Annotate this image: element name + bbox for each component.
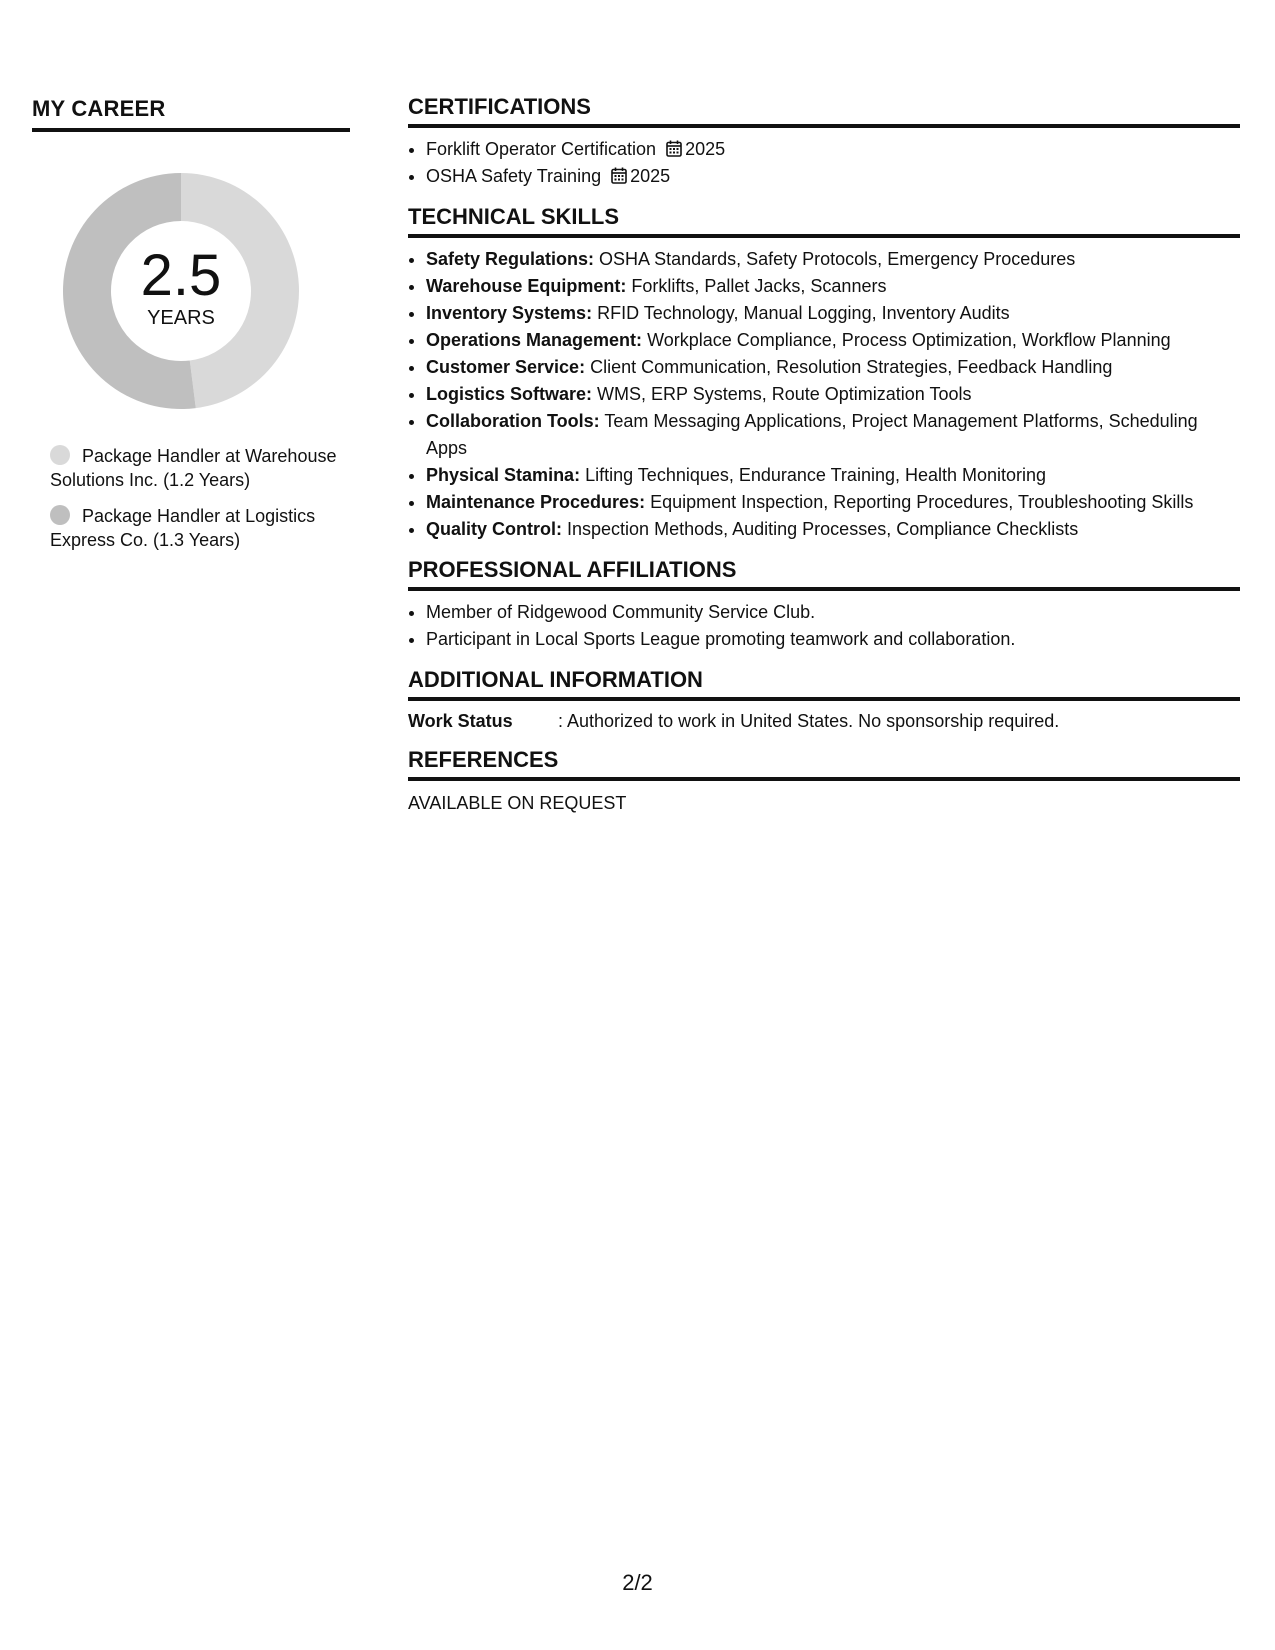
skill-label: Customer Service: — [426, 357, 586, 377]
calendar-icon — [611, 167, 627, 184]
legend-label-job-1: Package Handler at Warehouse Solutions Inc. (1.2 Years) — [50, 446, 337, 490]
skill-value: Forklifts, Pallet Jacks, Scanners — [631, 276, 887, 296]
total-years-unit: YEARS — [147, 307, 215, 329]
legend-dot-job-1 — [50, 445, 70, 465]
skill-label: Maintenance Procedures: — [426, 492, 646, 512]
skill-label: Inventory Systems: — [426, 303, 593, 323]
skill-label: Logistics Software: — [426, 384, 593, 404]
skill-value: Inspection Methods, Auditing Processes, Compliance Checklists — [567, 519, 1079, 539]
certifications-section — [408, 94, 1240, 190]
technical-skills-list — [408, 246, 1240, 543]
legend-dot-job-2 — [50, 505, 70, 525]
additional-info-title: ADDITIONAL INFORMATION — [408, 667, 1240, 701]
skill-value: WMS, ERP Systems, Route Optimization Tools — [597, 384, 972, 404]
certification-year: 2025 — [685, 139, 726, 159]
affiliations-section — [408, 557, 1240, 653]
total-years-value: 2.5 — [140, 243, 222, 308]
skill-label: Operations Management: — [426, 330, 643, 350]
career-sidebar — [32, 96, 350, 564]
skill-item — [426, 489, 1240, 516]
work-status-label: Work Status — [408, 711, 513, 731]
technical-skills-section — [408, 204, 1240, 543]
skill-label: Safety Regulations: — [426, 249, 595, 269]
skill-item — [426, 408, 1240, 462]
work-status-value: : Authorized to work in United States. No sponsorship required. — [558, 711, 1060, 731]
technical-skills-title: TECHNICAL SKILLS — [408, 204, 1240, 238]
skill-item — [426, 273, 1240, 300]
page-number: 2/2 — [622, 1570, 653, 1595]
skill-item — [426, 327, 1240, 354]
certifications-title: CERTIFICATIONS — [408, 94, 1240, 128]
certification-name: OSHA Safety Training — [426, 166, 602, 186]
skill-value: Team Messaging Applications, Project Management Platforms, Scheduling Apps — [426, 411, 1198, 458]
skill-value: Workplace Compliance, Process Optimization, Workflow Planning — [647, 330, 1171, 350]
affiliation-item: • Member of Ridgewood Community Service Club. — [426, 599, 1240, 626]
career-donut-chart — [56, 166, 306, 416]
donut-center — [56, 166, 306, 416]
skill-label: Collaboration Tools: — [426, 411, 600, 431]
calendar-icon — [666, 140, 682, 157]
certification-name: Forklift Operator Certification — [426, 139, 657, 159]
skill-value: Client Communication, Resolution Strategies, Feedback Handling — [590, 357, 1113, 377]
certification-item — [426, 136, 1240, 163]
skill-item — [426, 462, 1240, 489]
career-legend — [50, 444, 340, 552]
skill-item — [426, 516, 1240, 543]
career-title: MY CAREER — [32, 96, 350, 132]
certification-date — [611, 166, 670, 186]
skill-item — [426, 381, 1240, 408]
skill-value: RFID Technology, Manual Logging, Inventory Audits — [597, 303, 1010, 323]
skill-item — [426, 354, 1240, 381]
references-title: REFERENCES — [408, 747, 1240, 781]
resume-main — [408, 94, 1240, 829]
affiliations-list — [408, 599, 1240, 653]
affiliation-item: • Participant in Local Sports League promoting teamwork and collaboration. — [426, 626, 1240, 653]
work-status-row — [408, 709, 1240, 733]
references-text: AVAILABLE ON REQUEST — [408, 793, 627, 813]
legend-item-job-1 — [50, 444, 340, 492]
certification-item — [426, 163, 1240, 190]
skill-label: Warehouse Equipment: — [426, 276, 627, 296]
skill-label: Quality Control: — [426, 519, 562, 539]
affiliations-title: PROFESSIONAL AFFILIATIONS — [408, 557, 1240, 591]
skill-item — [426, 300, 1240, 327]
certifications-list — [408, 136, 1240, 190]
skill-value: Lifting Techniques, Endurance Training, Health Monitoring — [585, 465, 1047, 485]
skill-item — [426, 246, 1240, 273]
additional-info-section — [408, 667, 1240, 733]
certification-year: 2025 — [630, 166, 671, 186]
skill-label: Physical Stamina: — [426, 465, 581, 485]
references-section — [408, 747, 1240, 815]
legend-item-job-2 — [50, 504, 340, 552]
certification-date — [666, 139, 725, 159]
skill-value: Equipment Inspection, Reporting Procedures, Troubleshooting Skills — [650, 492, 1194, 512]
skill-value: OSHA Standards, Safety Protocols, Emergency Procedures — [599, 249, 1076, 269]
legend-label-job-2: Package Handler at Logistics Express Co. (1.3 Years) — [50, 506, 316, 550]
